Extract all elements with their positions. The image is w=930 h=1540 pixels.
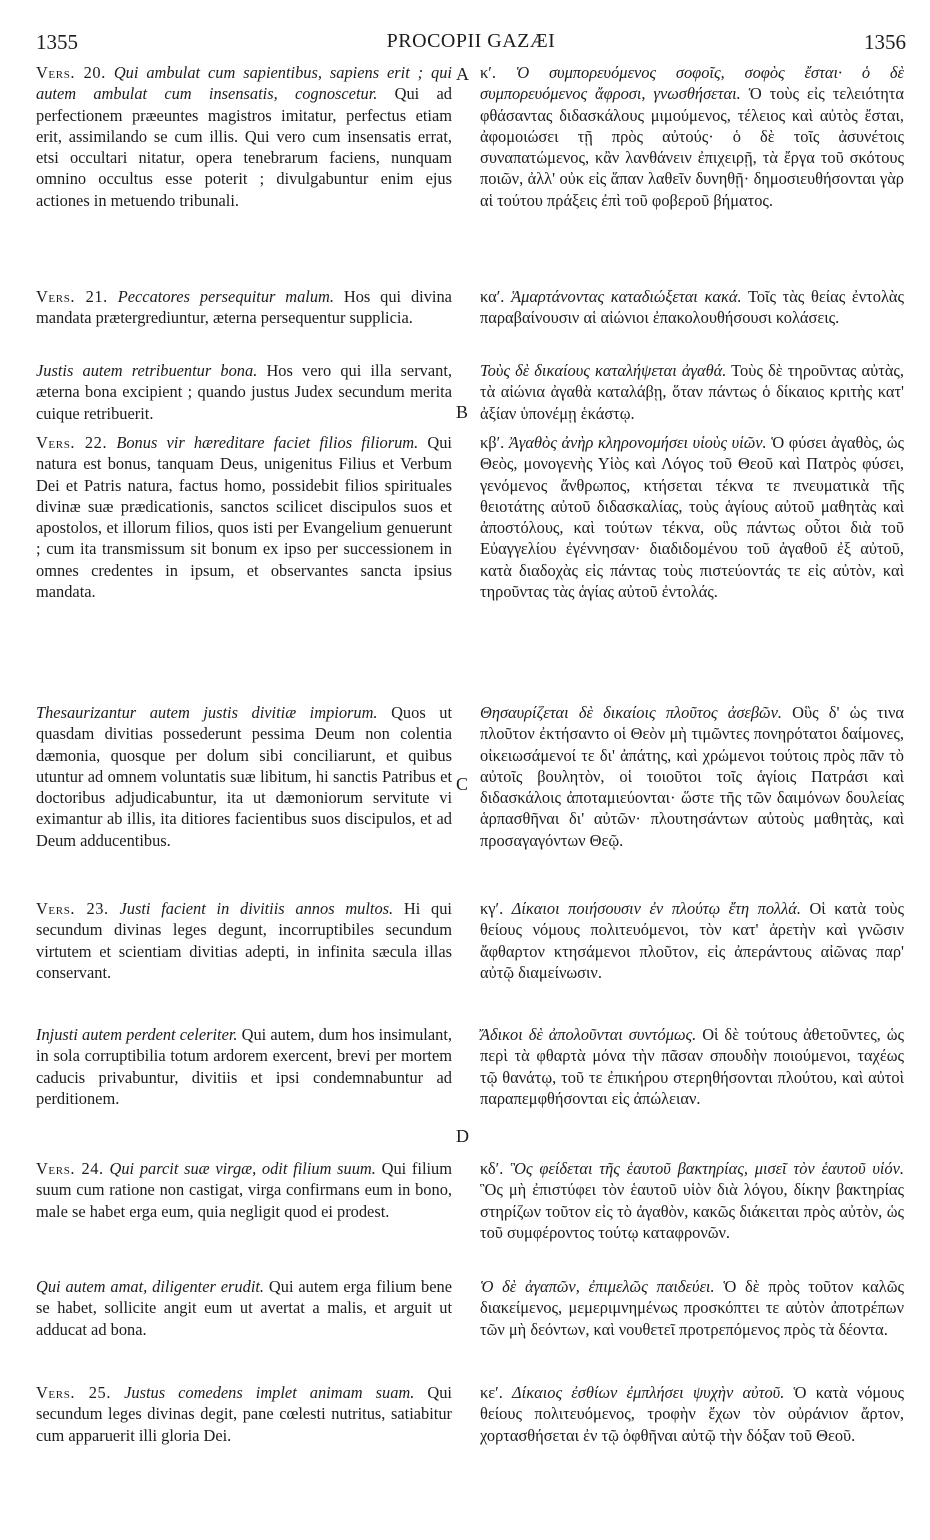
commentary-text: Qui filium suum cum ratione non castigat, virga confirmans eum in bono, male se habet erga eum, quia negligit quod ei prodest. <box>36 1159 452 1221</box>
latin-paragraph <box>36 1158 452 1222</box>
right-page-number: 1356 <box>864 30 906 54</box>
verse-label: κδʹ. <box>480 1159 504 1178</box>
commentary-text: Qui natura est bonus, tanquam Deus, unigenitus Filius et Verbum Dei et Patris natura, factus homo, possidebit filios spirituales divinæ suæ prædicationis, sanctos scilicet discipulos suos et apostolos, et illorum filios, quos isti per Evangelium genuerunt ; cum ita transmissum sit bonum ex ipso per successionem in omnes credentes in ipsum, et observantes sancta ipsius mandata. <box>36 433 452 602</box>
latin-paragraph <box>36 286 452 329</box>
verse-lemma: Τοὺς δὲ δικαίους καταλήψεται ἀγαθά. <box>480 361 727 380</box>
commentary-text: Hos vero qui illa servant, æterna bona excipient ; quando justus Judex secundum merita cuique retribuerit. <box>36 361 452 423</box>
verse-label: κγʹ. <box>480 899 504 918</box>
commentary-text: Οἱ δὲ τούτους ἀθετοῦντες, ὡς περὶ τὰ φθαρτὰ μόνα τὴν πᾶσαν σπουδὴν ποιούμενοι, ταχέως τῷ θανάτῳ, τοῦ τε ἐπικήρου στερηθήσονται πλούτου, καὶ αὐτοὶ παραπεμφθήσονται εἰς ἀπώλειαν. <box>480 1025 904 1108</box>
commentary-text: Qui secundum leges divinas degit, pane cœlesti nutritus, satiabitur cum apparuerit illi gloria Dei. <box>36 1383 452 1445</box>
commentary-text: Ὁ κατὰ νόμους θείους πολιτευόμενος, τροφὴν ἔχων τὸν οὐράνιον ἄρτον, χορτασθήσεται ἐν τῷ ὀφθῆναι αὐτῷ τὴν δόξαν τοῦ Θεοῦ. <box>480 1383 904 1445</box>
verse-lemma: Qui autem amat, diligenter erudit. <box>36 1277 265 1296</box>
verse-lemma: Peccatores persequitur malum. <box>117 287 334 306</box>
verse-label: καʹ. <box>480 287 505 306</box>
verse-label: κβʹ. <box>480 433 505 452</box>
verse-lemma: Ὃς φείδεται τῆς ἑαυτοῦ βακτηρίας, μισεῖ τὸν ἑαυτοῦ υἱόν. <box>510 1159 905 1178</box>
greek-paragraph <box>480 898 904 983</box>
verse-lemma: Qui parcit suæ virgæ, odit filium suum. <box>109 1159 376 1178</box>
running-header <box>36 30 906 60</box>
latin-paragraph <box>36 1024 452 1109</box>
margin-letter-c: C <box>456 774 469 794</box>
commentary-text: Οἱ κατὰ τοὺς θείους νόμους πολιτευόμενοι, τὸν κατ' ἀρετὴν καὶ γνῶσιν ἄφθαρτον κτησάμενοι πλοῦτον, εἰς ἀπεράντους αἰῶνας παρ' αὐτῷ διαμείνωσιν. <box>480 899 904 982</box>
greek-paragraph <box>480 286 904 329</box>
greek-paragraph <box>480 432 904 602</box>
margin-letter-b: B <box>456 402 469 422</box>
greek-paragraph <box>480 1276 904 1340</box>
greek-paragraph <box>480 62 904 211</box>
margin-letter-d: D <box>456 1126 469 1146</box>
verse-lemma: Bonus vir hæreditare faciet filios filiorum. <box>116 433 419 452</box>
verse-label: Vers. 25. <box>36 1383 112 1402</box>
verse-lemma: Justi facient in divitiis annos multos. <box>119 899 394 918</box>
commentary-text: Ὁ φύσει ἀγαθὸς, ὡς Θεὸς, μονογενὴς Υἱὸς καὶ Λόγος τοῦ Θεοῦ καὶ Πατρὸς φύσει, γενόμενος ἄνθρωπος, κτήσεται τέκνα τε πνευματικὰ τῆς θειοτάτης αὐτοῦ διδασκαλίας, τοὺς ἁγίους αὐτοῦ μαθητὰς καὶ ἀποστόλους, καὶ τούτων τέκνα, οὓς πάντως οὗτοι διὰ τοῦ Εὐαγγελίου ἐγέννησαν· διαδιδομένου τοῦ ἀγαθοῦ ἐξ αὐτοῦ, κατὰ διαδοχὰς εἰς πάντας τοὺς πιστεύοντάς τε εἰς αὐτὸν, καὶ τηροῦντας τὰς ἁγίας αὐτοῦ ἐντολάς. <box>480 433 904 602</box>
verse-label: Vers. 23. <box>36 899 109 918</box>
verse-lemma: Δίκαιοι ποιήσουσιν ἐν πλούτῳ ἔτη πολλά. <box>511 899 801 918</box>
commentary-text: Ὁ τοὺς εἰς τελειότητα φθάσαντας διδασκάλους μιμούμενος, τέλειος καὶ αὐτὸς ἔσται, ἀφομοιώσει τῇ πρὸς αὐτούς· ὁ δὲ τοῖς ἀσυνέτοις συναπατώμενος, κἂν λανθάνειν ἐπιχειρῇ, τὰ ἔργα τοῦ σκότους ποιῶν, ἀλλ' οὐκ εἰς ἅπαν λαθεῖν δυνηθῇ· δημοσιευθήσονται γὰρ αἱ τούτου πράξεις ἐπὶ τοῦ φοβεροῦ βήματος. <box>480 84 904 210</box>
verse-lemma: Injusti autem perdent celeriter. <box>36 1025 238 1044</box>
margin-letter-a: A <box>456 64 469 84</box>
verse-lemma: Θησαυρίζεται δὲ δικαίοις πλοῦτος ἀσεβῶν. <box>480 703 782 722</box>
verse-label: Vers. 21. <box>36 287 108 306</box>
commentary-text: Ὁ δὲ πρὸς τοῦτον καλῶς διακείμενος, μεμεριμνημένως προσκόπτει τε αὐτὸν ἀποτρέπων τῶν μὴ δεόντων, καὶ νουθετεῖ προτρεπόμενος πρὸς τὰ δέοντα. <box>480 1277 904 1339</box>
greek-paragraph <box>480 1158 904 1243</box>
verse-lemma: Ἄδικοι δὲ ἀπολοῦνται συντόμως. <box>480 1025 697 1044</box>
greek-paragraph <box>480 1024 904 1109</box>
verse-lemma: Δίκαιος ἐσθίων ἐμπλήσει ψυχὴν αὐτοῦ. <box>512 1383 785 1402</box>
greek-paragraph <box>480 702 904 851</box>
commentary-text: Qui autem, dum hos insimulant, in sola corruptibilia totum ardorem exercent, brevi per mortem caducis privabuntur, divitiis et ipsi condemnabuntur ad perditionem. <box>36 1025 452 1108</box>
commentary-text: Hi qui secundum divinas leges degunt, incorruptibiles secundum virtutem et scientiam divitias adepti, in infinita sæcula illas conservant. <box>36 899 452 982</box>
verse-label: Vers. 24. <box>36 1159 104 1178</box>
verse-lemma: Qui ambulat cum sapientibus, sapiens erit ; qui autem ambulat cum insensatis, cognoscetur. <box>36 63 452 104</box>
commentary-text: Qui ad perfectionem præeuntes magistros imitatur, perfectus etiam erit, assimilando se cum illis. Qui vero cum insensatis errat, etsi occultari nitatur, opera tenebrarum faciens, nunquam omnino occultus esse poterit ; divulgabuntur enim ejus actiones in metuendo tribunali. <box>36 84 452 210</box>
verse-label: Vers. 22. <box>36 433 108 452</box>
verse-lemma: Ὁ συμπορευόμενος σοφοῖς, σοφὸς ἔσται· ὁ δὲ συμπορευόμενος ἄφροσι, γνωσθήσεται. <box>480 63 904 104</box>
running-title: PROCOPII GAZÆI <box>386 30 556 52</box>
latin-paragraph <box>36 360 452 424</box>
left-page-number: 1355 <box>36 30 78 54</box>
commentary-text: Τοὺς δὲ τηροῦντας αὐτὰς, τὰ αἰώνια ἀγαθὰ καταλάβῃ, ὅταν πάντως ὁ δίκαιος κριτὴς κατ' ἀξίαν ὑπονέμῃ ἑκάστῳ. <box>480 361 904 423</box>
commentary-text: Οὓς δ' ὡς τινα πλοῦτον ἐκτήσαντο οἱ Θεὸν μὴ τιμῶντες πονηρότατοι δαίμονες, οἰκειωσάμενοί τε δι' ἀπάτης, καὶ χρώμενοι τούτοις πρὸς πᾶν τὸ αὐτοῖς βουλητὸν, οἱ τοιοῦτοι τοῖς ἁγίοις Πατράσι καὶ διδασκάλοις ἀποταμιεύονται· ὥστε τῆς τῶν δαιμόνων δουλείας ἁρπασθῆναι δι' αὐτῶν· πλουτησάντων αὐτοὺς μαθητὰς, καὶ προσαγαγόντων Θεῷ. <box>480 703 905 850</box>
verse-lemma: Justus comedens implet animam suam. <box>124 1383 415 1402</box>
commentary-text: Τοῖς τὰς θείας ἐντολὰς παραβαίνουσιν αἱ αἰώνιοι ἐπακολουθήσουσι κολάσεις. <box>480 287 904 328</box>
latin-paragraph <box>36 1382 452 1446</box>
verse-label: κεʹ. <box>480 1383 503 1402</box>
verse-label: κʹ. <box>480 63 496 82</box>
verse-lemma: Ἀγαθὸς ἀνὴρ κληρονομήσει υἱοὺς υἱῶν. <box>508 433 767 452</box>
verse-lemma: Thesaurizantur autem justis divitiæ impiorum. <box>36 703 378 722</box>
greek-paragraph <box>480 360 904 424</box>
verse-label: Vers. 20. <box>36 63 106 82</box>
commentary-text: Hos qui divina mandata prætergrediuntur, æterna persequentur supplicia. <box>36 287 452 328</box>
greek-paragraph <box>480 1382 904 1446</box>
verse-lemma: Justis autem retribuentur bona. <box>36 361 258 380</box>
commentary-text: Quos ut quasdam divitias possederunt pessima Deum non colentia dæmonia, quosque per dolum sibi conciliarunt, et quibus utuntur ad omnem voluntatis suæ libitum, hi sanctis Patribus et doctoribus adjudicabuntur, ita ut dæmoniorum servitute vi eximantur ab illis, ita ditiores facientibus suos discipulos, et ad Deum adducentibus. <box>36 703 452 850</box>
commentary-text: Ὃς μὴ ἐπιστύφει τὸν ἑαυτοῦ υἱὸν διὰ λόγου, δίκην βακτηρίας στηρίζων τοῦτον εἰς τὸ ἀγαθὸν, κακῶς διάκειται πρὸς αὐτὸν, ὡς τοῦ συμφέροντος τούτῳ καταφρονῶν. <box>480 1180 904 1242</box>
latin-paragraph <box>36 898 452 983</box>
latin-paragraph <box>36 1276 452 1340</box>
verse-lemma: Ἁμαρτάνοντας καταδιώξεται κακά. <box>511 287 742 306</box>
latin-paragraph <box>36 62 452 211</box>
latin-paragraph <box>36 432 452 602</box>
latin-paragraph <box>36 702 452 851</box>
commentary-text: Qui autem erga filium bene se habet, sollicite angit eum ut avertat a malis, et arguit ut adducat ad bona. <box>36 1277 452 1339</box>
verse-lemma: Ὁ δὲ ἀγαπῶν, ἐπιμελῶς παιδεύει. <box>480 1277 715 1296</box>
